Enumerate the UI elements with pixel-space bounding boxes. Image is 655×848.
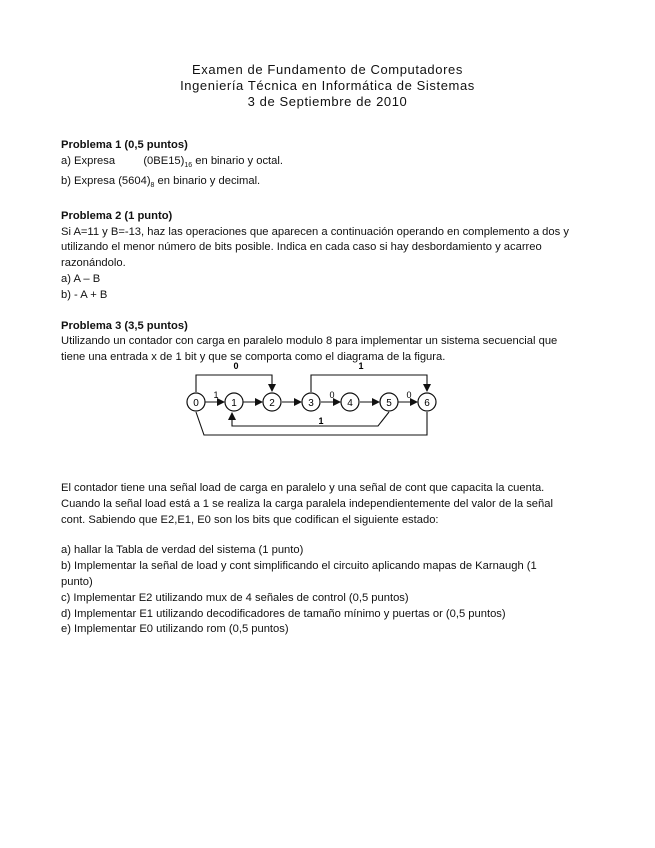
label-3-6: 1 [358,361,364,371]
problem-2 [61,209,596,304]
state-6-label: 6 [424,398,430,409]
problem-3-text-2: tiene una entrada x de 1 bit y que se comporta como el diagrama de la figura. [61,351,446,364]
problem-1-b-base: 8 [150,182,155,190]
problem-3-item-e: e) Implementar E0 utilizando rom (0,5 puntos) [61,623,289,636]
problem-2-heading: Problema 2 (1 punto) [61,209,173,222]
problem-2-text-2: utilizando el menor número de bits posible. Indica en cada caso si hay desbordamiento y acarreo [61,241,542,254]
problem-1-a-suffix: en binario y octal. [192,154,283,167]
problem-1-a-base: 16 [184,162,193,170]
problem-1-b [61,174,596,194]
problem-3-item-b-cont: punto) [61,575,93,588]
exam-body [61,138,596,381]
problem-1-b-prefix: b) Expresa (5604) [61,174,151,187]
state-5 [380,393,398,411]
label-0-1: 1 [213,390,219,400]
label-0-2: 0 [233,361,239,371]
transition-5-1 [232,412,389,426]
problem-3-item-c: c) Implementar E2 utilizando mux de 4 señales de control (0,5 puntos) [61,591,409,604]
problem-3-item-b: b) Implementar la señal de load y cont simplificando el circuito aplicando mapas de Karnaugh (1 [61,560,537,573]
problem-1-b-suffix: en binario y decimal. [154,174,261,187]
problem-1-a-prefix: a) Expresa [61,154,116,167]
state-diagram-svg [180,358,445,443]
state-4 [341,393,359,411]
state-6 [418,393,436,411]
state-2 [263,393,281,411]
state-3 [302,393,320,411]
problem-3-description [61,481,596,638]
degree-name: Ingeniería Técnica en Informática de Sistemas [180,78,475,93]
label-3-4: 0 [329,390,335,400]
problem-3-text-1: Utilizando un contador con carga en paralelo modulo 8 para implementar un sistema secuencial que [61,335,558,348]
state-0 [187,393,205,411]
state-5-label: 5 [386,398,392,409]
problem-3-para-3: cont. Sabiendo que E2,E1, E0 son los bits que codifican el siguiente estado: [61,513,439,526]
problem-3-item-a: a) hallar la Tabla de verdad del sistema (1 punto) [61,544,304,557]
problem-1-heading: Problema 1 (0,5 puntos) [61,139,188,151]
label-5-6: 0 [406,390,412,400]
problem-2-text-1: Si A=11 y B=-13, haz las operaciones que aparecen a continuación operando en complemento a dos y [61,225,569,238]
exam-date: 3 de Septiembre de 2010 [247,94,408,109]
exam-title: Examen de Fundamento de Computadores [192,62,463,77]
exam-header [0,62,655,110]
problem-1-a [61,154,596,174]
problem-2-text-3: razonándolo. [61,257,126,270]
problem-1 [61,138,596,194]
problem-3-heading: Problema 3 (3,5 puntos) [61,319,188,332]
state-diagram [180,358,445,443]
problem-3-para-1: El contador tiene una señal load de carga en paralelo y una señal de cont que capacita la cuenta. [61,482,545,494]
state-1-label: 1 [231,398,237,409]
problem-2-a: a) A – B [61,273,101,286]
state-4-label: 4 [347,398,353,409]
state-3-label: 3 [308,398,314,409]
state-2-label: 2 [269,398,275,409]
problem-2-b: b) - A + B [61,288,108,301]
transition-0-2 [196,375,272,392]
state-1 [225,393,243,411]
problem-3-item-d: d) Implementar E1 utilizando decodificadores de tamaño mínimo y puertas or (0,5 puntos) [61,607,506,620]
transition-6-0 [196,412,427,435]
problem-3-para-2: Cuando la señal load está a 1 se realiza la carga paralela independientemente del valor de la señal [61,497,553,510]
problem-1-a-number: (0BE15) [143,154,185,167]
label-5-1: 1 [318,416,324,426]
state-0-label: 0 [193,398,199,409]
